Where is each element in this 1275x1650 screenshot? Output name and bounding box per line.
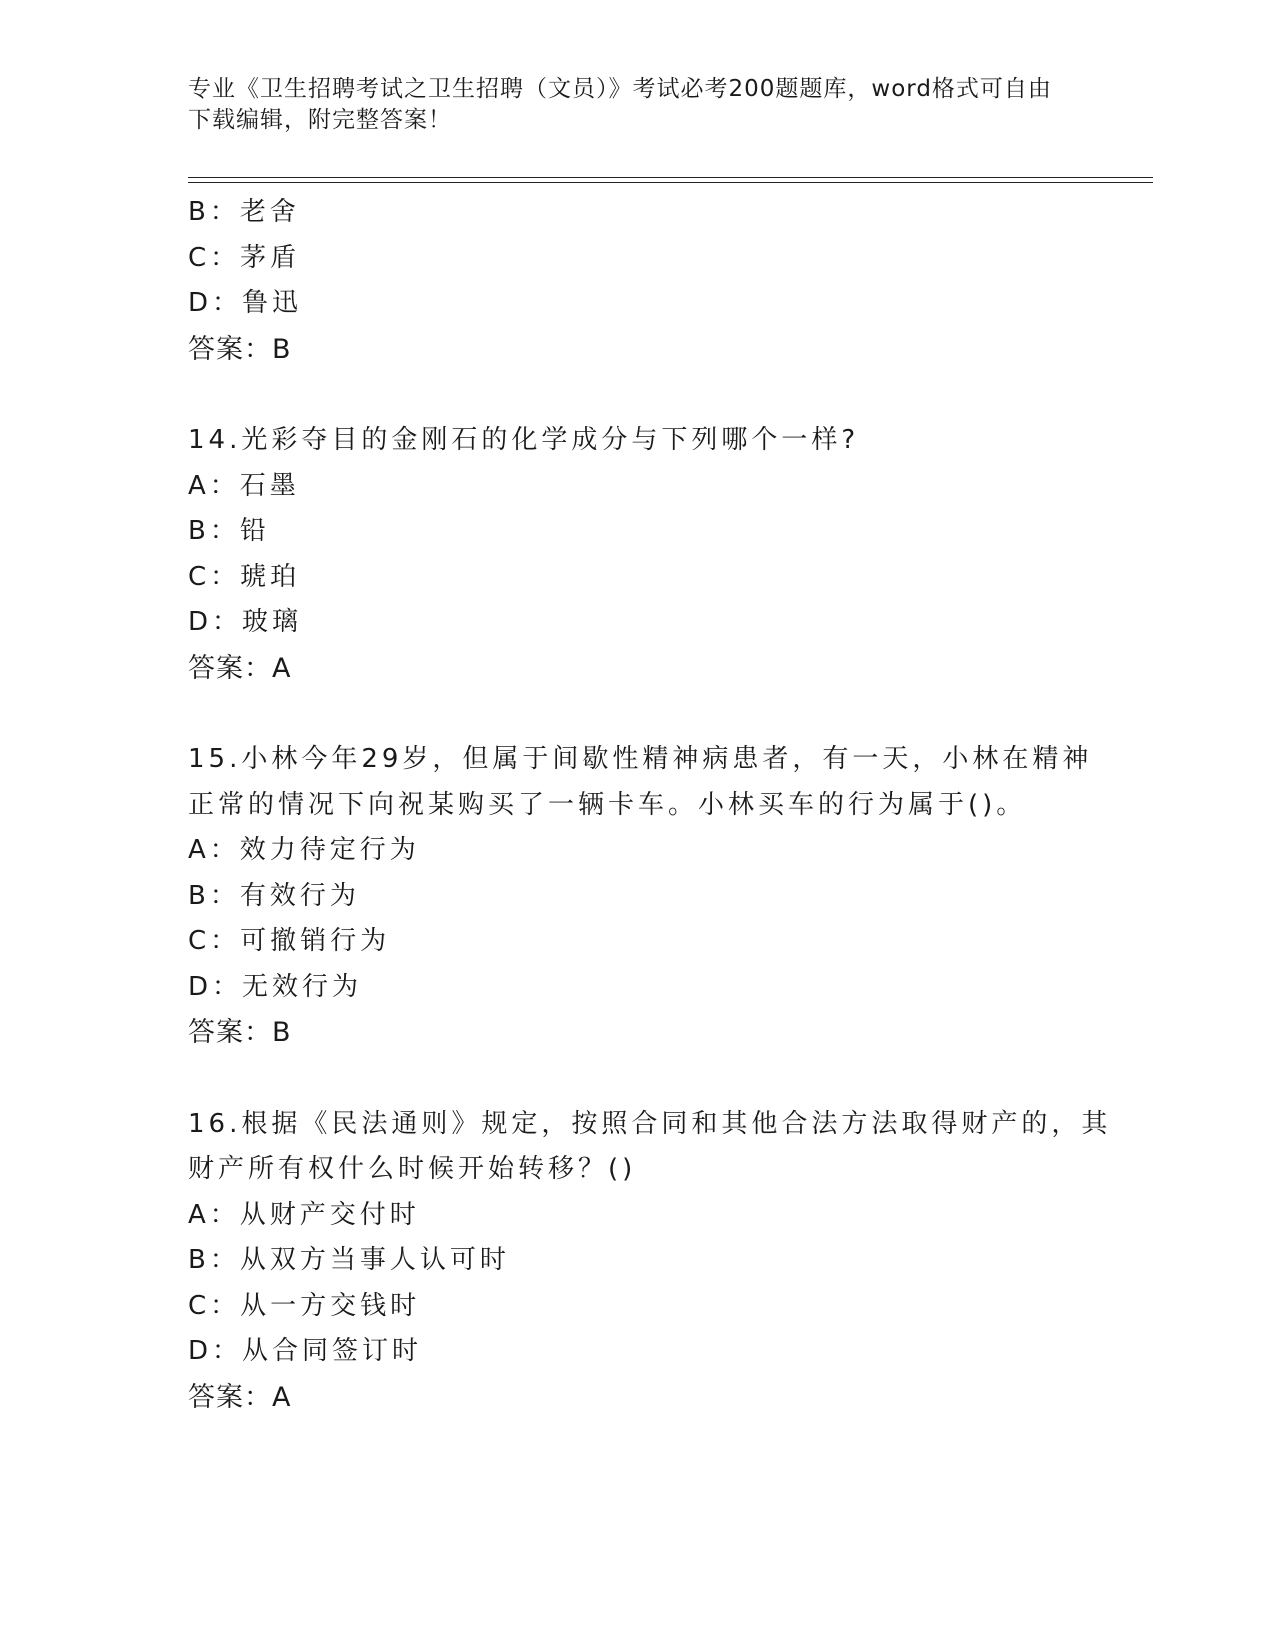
option-c: C：从一方交钱时 [188, 1290, 421, 1321]
question-block-14 [188, 418, 1088, 691]
option-a: A：从财产交付时 [188, 1199, 420, 1230]
option-d: D：玻璃 [188, 607, 303, 637]
document-header: 专业《卫生招聘考试之卫生招聘（文员）》考试必考200题题库，word格式可自由下载编辑，附完整答案！ [188, 76, 1052, 133]
question-block-15 [188, 737, 1093, 1056]
option-b: B：铅 [188, 516, 270, 546]
question-block-13 [188, 190, 1088, 372]
option-b: B：从双方当事人认可时 [188, 1245, 510, 1275]
option-d: D：无效行为 [188, 971, 363, 1002]
header-divider-top [188, 177, 1153, 178]
option-a: A：石墨 [188, 470, 300, 501]
answer-line: 答案：B [188, 1017, 292, 1048]
answer-line: 答案：A [188, 1381, 292, 1413]
option-b: B：有效行为 [188, 880, 360, 911]
question-block-16 [188, 1102, 1112, 1421]
option-c: C：琥珀 [188, 561, 301, 592]
option-b: B：老舍 [188, 197, 300, 227]
option-d: D：从合同签订时 [188, 1336, 423, 1366]
spacer [188, 1056, 1088, 1102]
question-text: 14.光彩夺目的金刚石的化学成分与下列哪个一样? [188, 425, 860, 455]
option-c: C：茅盾 [188, 242, 301, 273]
answer-line: 答案：A [188, 652, 292, 684]
option-c: C：可撤销行为 [188, 926, 391, 956]
question-text-line-2: 财产所有权什么时候开始转移？() [188, 1154, 637, 1184]
header-divider-bottom [188, 182, 1153, 183]
spacer [188, 691, 1088, 737]
option-a: A：效力待定行为 [188, 835, 420, 865]
answer-line: 答案：B [188, 333, 292, 365]
spacer [188, 372, 1088, 418]
question-text-line-1: 15.小林今年29岁，但属于间歇性精神病患者，有一天，小林在精神 [188, 744, 1093, 774]
question-text-line-2: 正常的情况下向祝某购买了一辆卡车。小林买车的行为属于()。 [188, 789, 1027, 820]
option-d: D：鲁迅 [188, 288, 303, 318]
question-list [188, 190, 1112, 1420]
question-text-line-1: 16.根据《民法通则》规定，按照合同和其他合法方法取得财产的，其 [188, 1108, 1112, 1139]
